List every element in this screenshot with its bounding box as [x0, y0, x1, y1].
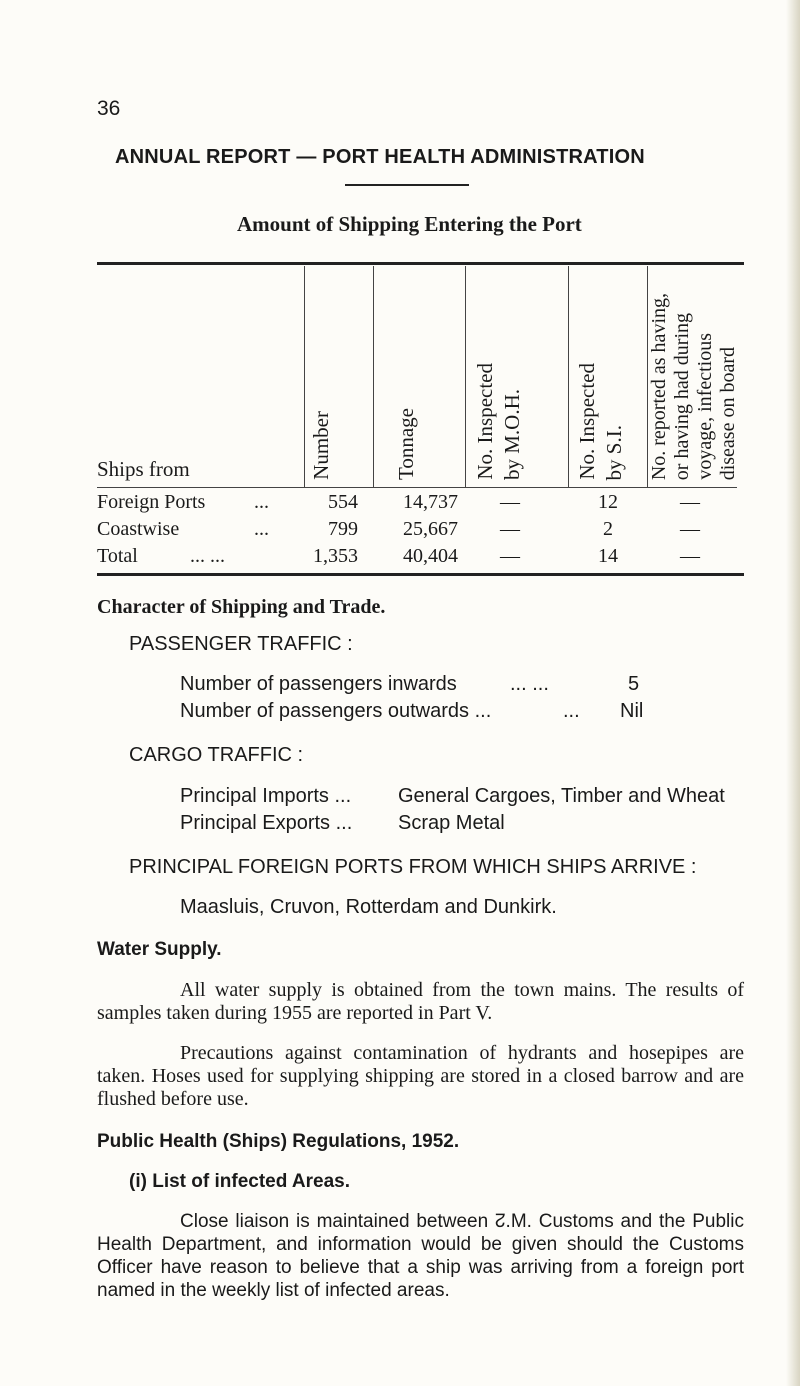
row-label: Total: [97, 545, 138, 567]
row-dots: ... ...: [190, 545, 225, 567]
header-inspected-moh-line2: by M.O.H.: [500, 388, 524, 480]
row-reported: —: [680, 491, 700, 513]
cargo-traffic-heading: CARGO TRAFFIC :: [129, 744, 304, 766]
row-inspected-moh: —: [500, 545, 520, 567]
passengers-inwards-dots: ... ...: [510, 673, 549, 695]
table-top-rule: [97, 262, 744, 265]
header-inspected-si-line1: No. Inspected: [575, 363, 599, 480]
imports-value: General Cargoes, Timber and Wheat: [398, 785, 725, 807]
row-tonnage: 14,737: [403, 491, 458, 513]
header-reported-line2: or having had during: [671, 312, 693, 480]
header-tonnage: Tonnage: [394, 407, 418, 480]
page-title: ANNUAL REPORT — PORT HEALTH ADMINISTRATION: [115, 146, 645, 168]
imports-label: Principal Imports ...: [180, 785, 352, 807]
row-label: Coastwise: [97, 518, 180, 540]
row-inspected-si: 14: [598, 545, 618, 567]
row-tonnage: 25,667: [403, 518, 458, 540]
header-ships-from: Ships from: [97, 457, 190, 481]
passenger-traffic-heading: PASSENGER TRAFFIC :: [129, 633, 353, 655]
row-reported: —: [680, 518, 700, 540]
row-number: 1,353: [313, 545, 358, 567]
header-inspected-moh-line1: No. Inspected: [473, 363, 497, 480]
row-inspected-moh: —: [500, 518, 520, 540]
page-edge-shadow: [786, 0, 800, 1386]
header-rule: [97, 487, 737, 488]
subheading-infected-areas: (i) List of infected Areas.: [129, 1171, 350, 1192]
passengers-outwards-value: Nil: [620, 700, 644, 722]
water-paragraph-2: Precautions against contamination of hydrants and hosepipes are taken. Hoses used for supplying shipping are stored in a closed barrow and are flushed before use.: [97, 1042, 744, 1110]
header-reported-line4: disease on board: [717, 346, 739, 480]
row-inspected-moh: —: [500, 491, 520, 513]
row-dots: ...: [254, 491, 269, 513]
exports-value: Scrap Metal: [398, 812, 505, 834]
passengers-outwards-label: Number of passengers outwards ...: [180, 700, 492, 722]
column-divider: [304, 266, 305, 488]
column-divider: [465, 266, 466, 488]
header-reported-line1: No. reported as having,: [648, 292, 670, 480]
foreign-ports-value: Maasluis, Cruvon, Rotterdam and Dunkirk.: [180, 896, 557, 918]
row-number: 799: [328, 518, 358, 540]
table-title: Amount of Shipping Entering the Port: [237, 212, 582, 236]
section-heading-water: Water Supply.: [97, 939, 222, 960]
title-divider: [345, 184, 469, 186]
page-number: 36: [97, 97, 121, 120]
header-number: Number: [309, 411, 333, 480]
column-divider: [373, 266, 374, 488]
row-inspected-si: 2: [603, 518, 613, 540]
foreign-ports-heading: PRINCIPAL FOREIGN PORTS FROM WHICH SHIPS ARRIVE :: [129, 856, 697, 878]
passengers-inwards-label: Number of passengers inwards: [180, 673, 457, 695]
exports-label: Principal Exports ...: [180, 812, 353, 834]
row-inspected-si: 12: [598, 491, 618, 513]
section-heading-character: Character of Shipping and Trade.: [97, 596, 386, 618]
regulations-paragraph: Close liaison is maintained between ↊.M. Customs and the Public Health Department, and information would be given should the Customs Officer have reason to believe that a ship was arriving from a foreign port named in the weekly list of infected areas.: [97, 1211, 744, 1301]
table-bottom-rule: [97, 573, 744, 576]
passengers-inwards-value: 5: [628, 673, 640, 695]
column-divider: [568, 266, 569, 488]
section-heading-regulations: Public Health (Ships) Regulations, 1952.: [97, 1131, 460, 1152]
passengers-outwards-dots: ...: [563, 700, 580, 722]
row-label: Foreign Ports: [97, 491, 206, 513]
row-number: 554: [328, 491, 358, 513]
row-tonnage: 40,404: [403, 545, 458, 567]
header-inspected-si-line2: by S.I.: [602, 424, 626, 480]
header-reported-line3: voyage, infectious: [694, 333, 716, 480]
row-dots: ...: [254, 518, 269, 540]
row-reported: —: [680, 545, 700, 567]
water-paragraph-1: All water supply is obtained from the town mains. The results of samples taken during 1955 are reported in Part V.: [97, 979, 744, 1024]
